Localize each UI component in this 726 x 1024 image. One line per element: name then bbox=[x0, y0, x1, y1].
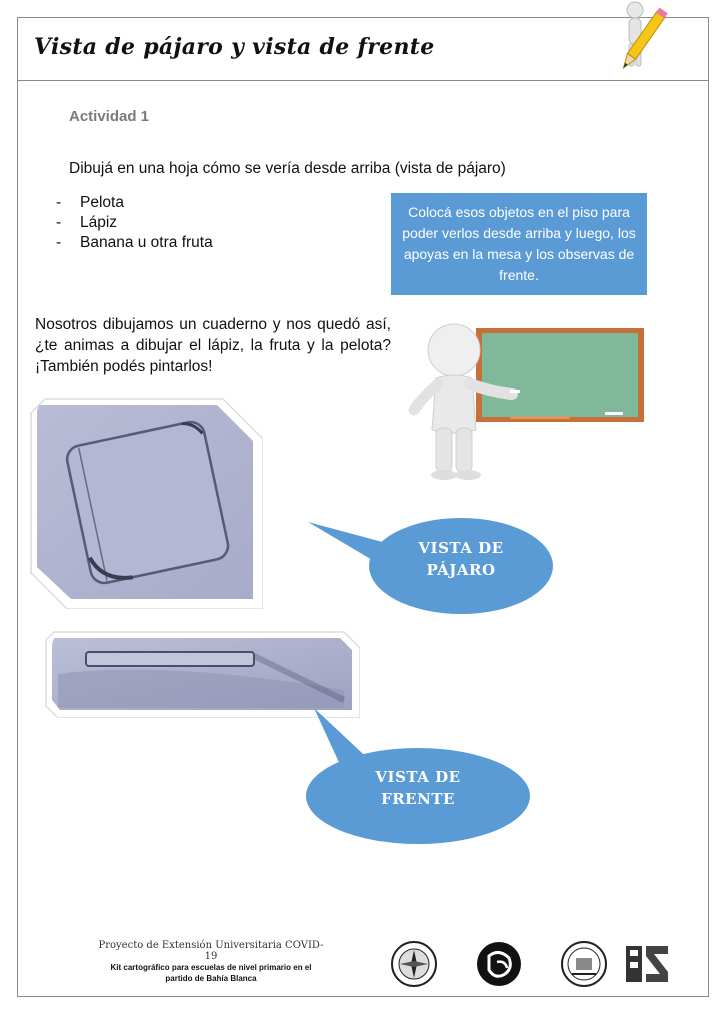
university-seal-logo bbox=[560, 940, 608, 988]
header-divider bbox=[17, 80, 709, 81]
list-item: - Pelota bbox=[56, 194, 124, 211]
footer-project: Proyecto de Extensión Universitaria COVID-19 bbox=[98, 940, 324, 962]
footer-kit-line1: Kit cartográfico para escuelas de nivel primario en el bbox=[110, 963, 312, 972]
footer-credits bbox=[96, 940, 326, 984]
instruction-text: Dibujá en una hoja cómo se vería desde arriba (vista de pájaro) bbox=[69, 160, 506, 177]
notebook-top-view-photo bbox=[27, 395, 263, 609]
teacher-chalkboard-illustration bbox=[400, 318, 650, 483]
pencil-character-icon bbox=[605, 0, 673, 80]
dg-logo bbox=[475, 940, 523, 988]
note-box: Colocá esos objetos en el piso para poder verlos desde arriba y luego, los apoyas en la mesa y los observas de frente. bbox=[391, 193, 647, 295]
object-list bbox=[56, 193, 213, 253]
top-view-label: VISTA DE PÁJARO bbox=[418, 539, 504, 579]
invitation-paragraph: Nosotros dibujamos un cuaderno y nos quedó así, ¿te animas a dibujar el lápiz, la fruta y la pelota? ¡También podés pintarlos! bbox=[35, 316, 391, 375]
compass-seal-logo bbox=[390, 940, 438, 988]
activity-heading: Actividad 1 bbox=[69, 108, 150, 125]
institution-logo bbox=[624, 942, 670, 986]
list-item: - Banana u otra fruta bbox=[56, 234, 213, 251]
list-item: - Lápiz bbox=[56, 214, 118, 231]
front-view-label: VISTA DE FRENTE bbox=[375, 768, 461, 808]
footer-kit-line2: partido de Bahía Blanca bbox=[165, 974, 257, 983]
page-title: Vista de pájaro y vista de frente bbox=[34, 34, 435, 60]
